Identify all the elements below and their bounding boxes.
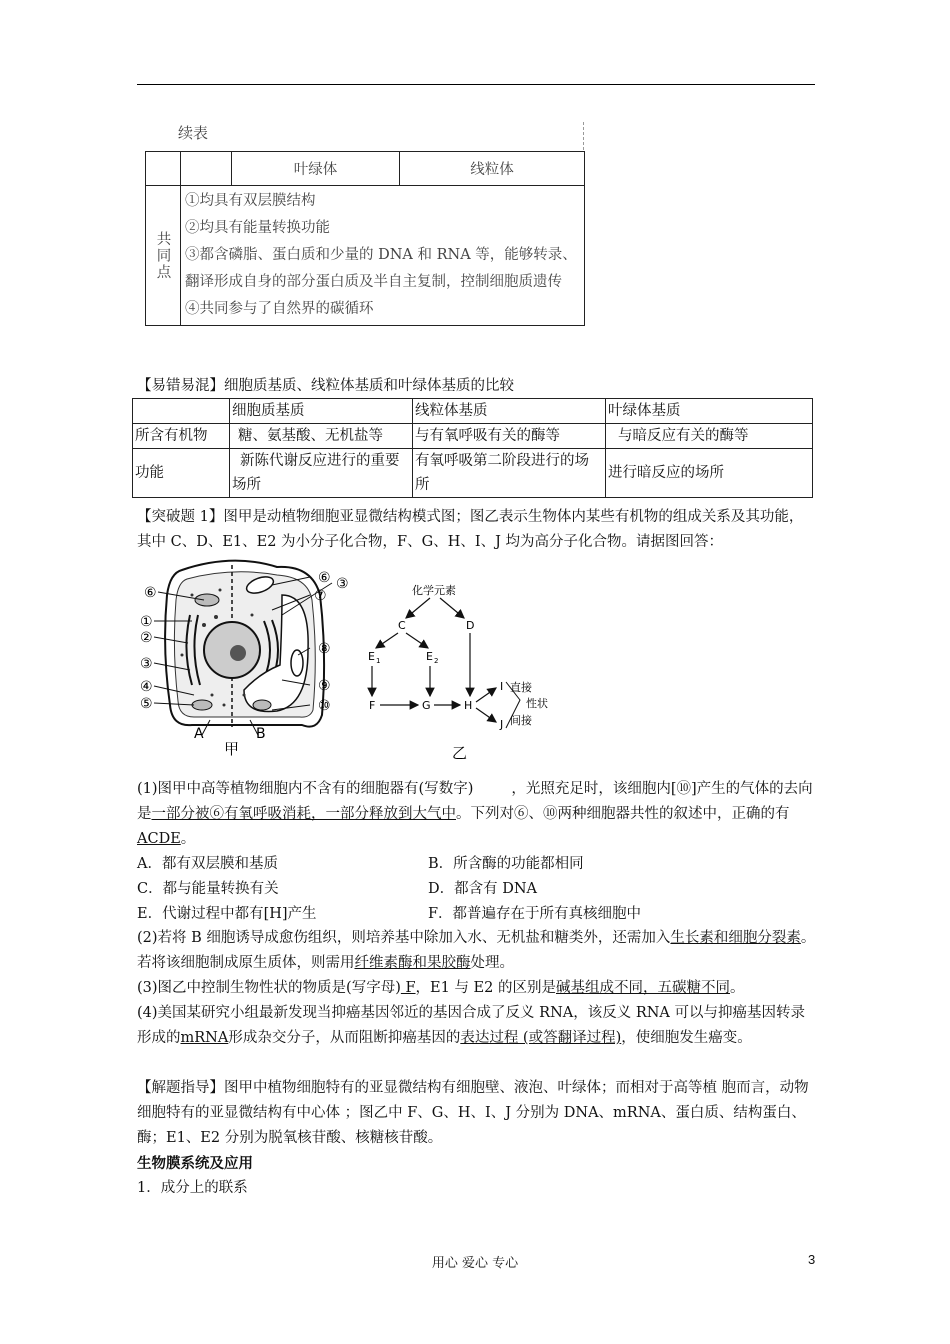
q3-text-b: ，E1 与 E2 的区别是: [415, 980, 556, 996]
compare-header-2: 线粒体基质: [413, 399, 606, 424]
compare-cell: 功能: [133, 449, 230, 498]
node-J: J: [500, 718, 504, 731]
q2-text-a: (2)若将 B 细胞诱导成愈伤组织，则培养基中除加入水、无机盐和糖类外，还需加入: [137, 930, 671, 946]
label-right-7: ⑦: [314, 588, 327, 604]
question-4: [137, 1001, 817, 1051]
side-label: 共同点: [146, 186, 181, 326]
question-3: [137, 976, 827, 1001]
continued-table: [145, 151, 585, 326]
node-F: F: [369, 699, 376, 712]
label-A: A: [194, 726, 204, 742]
figure-cell-diagram: [132, 555, 362, 765]
section-title: 生物膜系统及应用: [137, 1155, 253, 1172]
option-B: B．所含酶的功能都相同: [428, 856, 584, 872]
node-E1-sub: 1: [376, 657, 381, 665]
compare-cell: 有氧呼吸第二阶段进行的场所: [413, 449, 606, 498]
q1-answer-2: ACDE: [137, 831, 181, 847]
page-number: 3: [808, 1252, 816, 1267]
compare-table: [132, 398, 813, 498]
header-cell-chloroplast: 叶绿体: [232, 152, 400, 186]
node-D: D: [466, 619, 475, 632]
q4-text-a: (4)美国某研究小组最新发现当抑癌基因邻近的基因合成了反义 RNA，该反义 RNA 可以与抑癌基因转录形成的: [137, 1005, 806, 1046]
section-item: 1．成分上的联系: [137, 1180, 248, 1196]
q2-answer-2: 纤维素酶和果胶酶: [354, 955, 471, 971]
common-point-4: ④共同参与了自然界的碳循环: [185, 301, 374, 317]
compare-header-0: [133, 399, 230, 424]
question-intro: 【突破题 1】图甲是动植物细胞亚显微结构模式图；图乙表示生物体内某些有机物的组成关系及其功能，其中 C、D、E1、E2 为小分子化合物，F、G、H、I、J 均为高分子化合物。请据图回答：: [137, 509, 804, 550]
option-E: E．代谢过程中都有[H]产生: [137, 906, 317, 922]
header-rule: [137, 84, 815, 85]
q4-answer-1: mRNA: [180, 1030, 229, 1046]
header-cell-blank: [181, 152, 232, 186]
compare-cell: 糖、氨基酸、无机盐等: [230, 424, 413, 449]
option-C: C．都与能量转换有关: [137, 881, 279, 897]
q4-answer-2: 表达过程 (或答翻译过程): [460, 1030, 622, 1046]
q2-text-b: 。若将该细胞制成原生质体，则需用: [137, 930, 816, 971]
label-right-6: ⑥: [318, 570, 331, 586]
page-footer: 用心 爱心 专心: [431, 1256, 519, 1271]
label-left-2: ②: [140, 630, 153, 646]
node-E2: E: [426, 650, 433, 663]
option-F: F．都普遍存在于所有真核细胞中: [428, 906, 642, 922]
node-G: G: [422, 699, 431, 712]
dashed-margin-line: [583, 122, 584, 150]
compare-cell: 新陈代谢反应进行的重要场所: [230, 449, 413, 498]
question-1: [137, 777, 817, 852]
common-points: [181, 186, 585, 326]
label-left-4: ④: [140, 679, 153, 695]
label-trait: 性状: [526, 697, 548, 710]
q3-text-c: 。: [729, 980, 745, 996]
node-E2-sub: 2: [434, 657, 439, 665]
q4-text-b: 形成杂交分子，从而阻断抑癌基因的: [228, 1030, 461, 1046]
label-left-3: ③: [140, 656, 153, 672]
label-right-10: ⑩: [318, 698, 331, 714]
q1-text-a: (1)图甲中高等植物细胞内不含有的细胞器有(写数字): [137, 781, 474, 797]
q1-text-c: 。下列对⑥、⑩两种细胞器共性的叙述中，正确的有: [456, 806, 790, 822]
question-2: [137, 926, 817, 976]
option-A: A．都有双层膜和基质: [137, 856, 278, 872]
q3-answer-2: 碱基组成不同，五碳糖不同: [555, 980, 730, 996]
q3-text-a: (3)图乙中控制生物性状的物质是(写字母): [137, 980, 401, 996]
node-H: H: [464, 699, 473, 712]
q2-text-c: 处理。: [470, 955, 514, 971]
q1-answer-1: 一部分被⑥有氧呼吸消耗，一部分释放到大气中: [151, 806, 456, 822]
compare-header-1: 细胞质基质: [230, 399, 413, 424]
common-point-1: ①均具有双层膜结构: [185, 193, 316, 209]
table-caption: 续表: [178, 124, 209, 142]
compare-cell: 与有氧呼吸有关的酶等: [413, 424, 606, 449]
figure-a-caption: 甲: [224, 740, 240, 758]
figure-flowchart: [360, 580, 575, 765]
compare-title: 【易错易混】细胞质基质、线粒体基质和叶绿体基质的比较: [137, 378, 514, 394]
node-elements: 化学元素: [412, 584, 456, 597]
solution-guide: 【解题指导】图甲中植物细胞特有的亚显微结构有细胞壁、液泡、叶绿体；而相对于高等植 胞而言，动物细胞特有的亚显微结构有中心体 ；图乙中 F、G、H、I、J 分别为 DNA、mRNA、蛋白质、结构蛋白、酶；E1、E2 分别为脱氧核苷酸、核糖核苷酸。: [137, 1080, 809, 1146]
header-cell-empty: [146, 152, 181, 186]
common-point-3: ③都含磷脂、蛋白质和少量的 DNA 和 RNA 等，能够转录、翻译形成自身的部分蛋白质及半自主复制，控制细胞质遗传: [185, 247, 577, 290]
q1-text-d: 。: [180, 831, 196, 847]
label-right-3: ③: [336, 576, 349, 592]
label-B: B: [256, 726, 266, 742]
q4-text-c: ，使细胞发生癌变。: [621, 1030, 752, 1046]
label-direct: 直接: [510, 681, 532, 694]
label-left-6: ⑥: [144, 585, 157, 601]
label-right-8: ⑧: [318, 641, 331, 657]
figure-b-caption: 乙: [452, 744, 468, 762]
label-left-5: ⑤: [140, 696, 153, 712]
node-E1: E: [368, 650, 375, 663]
compare-cell: 进行暗反应的场所: [606, 449, 813, 498]
label-right-9: ⑨: [318, 678, 331, 694]
q1-text-b: ，光照充足时，该细胞内[⑩]产生的气体的去向是: [137, 781, 813, 822]
label-left-1: ①: [140, 614, 153, 630]
q2-answer-1: 生长素和细胞分裂素: [670, 930, 801, 946]
header-cell-mitochondria: 线粒体: [400, 152, 585, 186]
node-I: I: [500, 680, 504, 693]
compare-header-3: 叶绿体基质: [606, 399, 813, 424]
label-indirect: 间接: [510, 714, 532, 727]
option-D: D．都含有 DNA: [428, 881, 538, 897]
q3-answer-1: F: [400, 980, 416, 996]
compare-cell: 所含有机物: [133, 424, 230, 449]
node-C: C: [398, 619, 406, 632]
common-point-2: ②均具有能量转换功能: [185, 220, 330, 236]
compare-cell: 与暗反应有关的酶等: [606, 424, 813, 449]
